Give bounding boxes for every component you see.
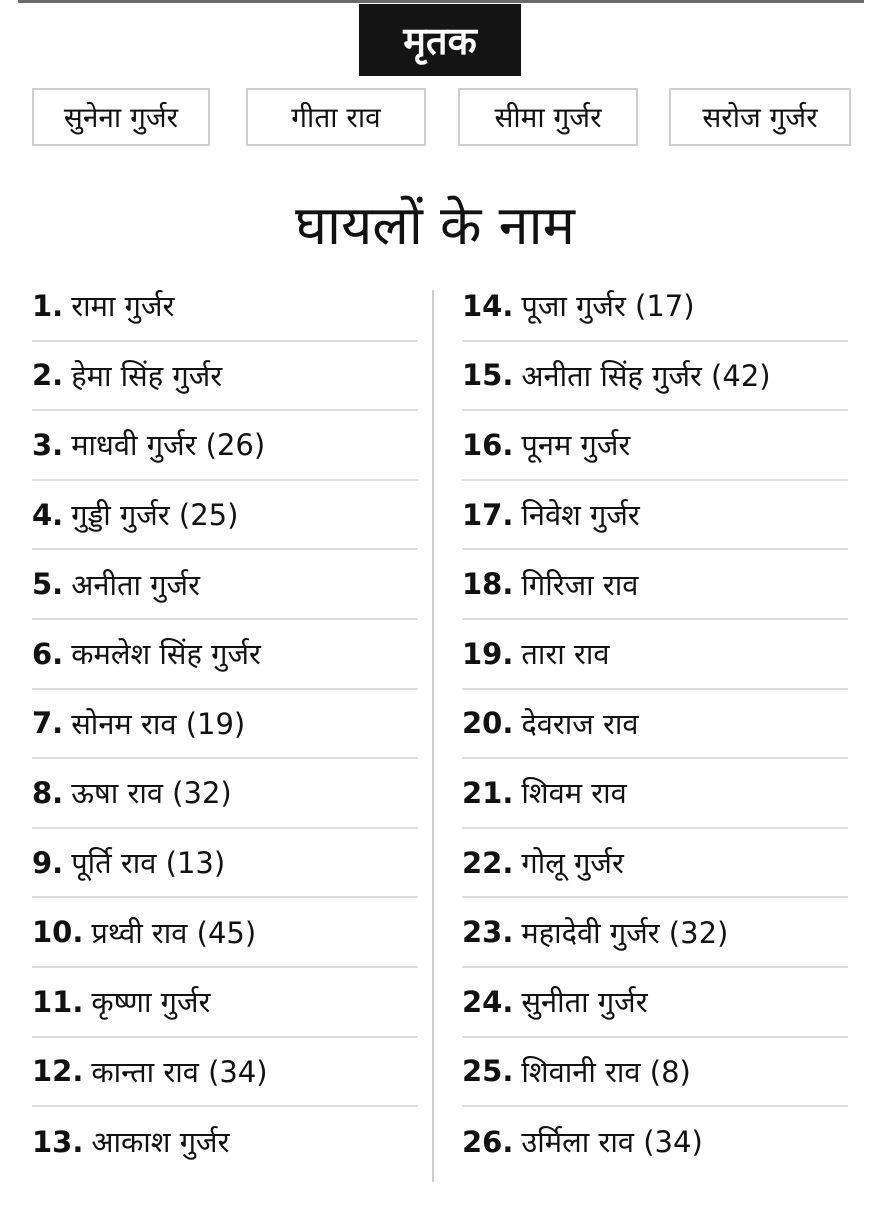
injured-item bbox=[462, 550, 848, 620]
item-number: 7. bbox=[32, 706, 64, 741]
injured-item bbox=[462, 1107, 848, 1177]
injured-item bbox=[462, 829, 848, 899]
item-number: 4. bbox=[32, 497, 64, 532]
item-number: 2. bbox=[32, 358, 64, 393]
item-number: 11. bbox=[32, 984, 84, 1019]
injured-item bbox=[32, 898, 418, 968]
item-number: 18. bbox=[462, 567, 514, 602]
item-name: माधवी गुर्जर (26) bbox=[71, 428, 266, 463]
item-name: शिवम राव bbox=[521, 776, 627, 811]
item-name: तारा राव bbox=[521, 637, 610, 672]
injured-item bbox=[462, 690, 848, 760]
item-name: गुड्डी गुर्जर (25) bbox=[71, 498, 239, 533]
injured-item bbox=[32, 829, 418, 899]
injured-item bbox=[462, 1038, 848, 1108]
item-number: 25. bbox=[462, 1054, 514, 1089]
item-name: पूजा गुर्जर (17) bbox=[521, 289, 695, 324]
item-name: देवराज राव bbox=[521, 706, 639, 741]
injured-item bbox=[32, 481, 418, 551]
injured-item bbox=[32, 1038, 418, 1108]
item-name: ऊषा राव (32) bbox=[71, 776, 232, 811]
injured-item bbox=[32, 342, 418, 412]
injured-item bbox=[32, 620, 418, 690]
item-name: गिरिजा राव bbox=[521, 567, 639, 602]
item-name: कमलेश सिंह गुर्जर bbox=[71, 637, 261, 672]
item-number: 3. bbox=[32, 427, 64, 462]
item-number: 16. bbox=[462, 427, 514, 462]
item-name: महादेवी गुर्जर (32) bbox=[521, 915, 729, 950]
injured-item bbox=[32, 272, 418, 342]
dead-name-2: गीता राव bbox=[246, 88, 426, 146]
item-number: 19. bbox=[462, 636, 514, 671]
item-name: कृष्णा गुर्जर bbox=[91, 985, 211, 1020]
dead-name-3: सीमा गुर्जर bbox=[458, 88, 638, 146]
injured-item bbox=[32, 690, 418, 760]
item-name: रामा गुर्जर bbox=[71, 289, 175, 324]
injured-item bbox=[32, 411, 418, 481]
item-name: अनीता गुर्जर bbox=[71, 567, 200, 602]
dead-name-4: सरोज गुर्जर bbox=[669, 88, 851, 146]
injured-list-right bbox=[462, 272, 848, 1177]
item-number: 24. bbox=[462, 984, 514, 1019]
item-number: 22. bbox=[462, 845, 514, 880]
injured-item bbox=[462, 898, 848, 968]
injured-heading: घायलों के नाम bbox=[295, 194, 575, 257]
injured-item bbox=[462, 342, 848, 412]
item-number: 10. bbox=[32, 915, 84, 950]
item-name: कान्ता राव (34) bbox=[91, 1054, 268, 1089]
item-name: पूर्ति राव (13) bbox=[71, 846, 226, 881]
item-name: पूनम गुर्जर bbox=[521, 428, 631, 463]
item-number: 1. bbox=[32, 288, 64, 323]
dead-name-1: सुनेना गुर्जर bbox=[32, 88, 210, 146]
item-name: निवेश गुर्जर bbox=[521, 498, 640, 533]
item-name: प्रथ्वी राव (45) bbox=[91, 915, 257, 950]
item-number: 15. bbox=[462, 358, 514, 393]
item-number: 21. bbox=[462, 775, 514, 810]
dead-heading: मृतक bbox=[359, 4, 521, 76]
item-number: 12. bbox=[32, 1054, 84, 1089]
item-number: 20. bbox=[462, 706, 514, 741]
injured-item bbox=[462, 759, 848, 829]
top-strip bbox=[18, 0, 864, 3]
item-number: 13. bbox=[32, 1124, 84, 1159]
injured-item bbox=[32, 550, 418, 620]
item-name: गोलू गुर्जर bbox=[521, 846, 624, 881]
injured-item bbox=[462, 411, 848, 481]
item-name: शिवानी राव (8) bbox=[521, 1054, 691, 1089]
item-name: अनीता सिंह गुर्जर (42) bbox=[521, 358, 771, 393]
injured-item bbox=[32, 759, 418, 829]
injured-item bbox=[462, 272, 848, 342]
injured-item bbox=[32, 968, 418, 1038]
item-number: 14. bbox=[462, 288, 514, 323]
injured-item bbox=[462, 968, 848, 1038]
column-divider bbox=[432, 290, 434, 1182]
item-name: आकाश गुर्जर bbox=[91, 1125, 230, 1160]
item-name: हेमा सिंह गुर्जर bbox=[71, 358, 223, 393]
injured-item bbox=[462, 481, 848, 551]
item-name: सोनम राव (19) bbox=[71, 706, 246, 741]
injured-item bbox=[32, 1107, 418, 1177]
injured-list-left bbox=[32, 272, 418, 1177]
item-number: 17. bbox=[462, 497, 514, 532]
item-number: 6. bbox=[32, 636, 64, 671]
dead-names-row bbox=[0, 88, 870, 148]
item-name: सुनीता गुर्जर bbox=[521, 985, 648, 1020]
item-number: 26. bbox=[462, 1124, 514, 1159]
item-number: 8. bbox=[32, 775, 64, 810]
item-number: 5. bbox=[32, 567, 64, 602]
item-number: 9. bbox=[32, 845, 64, 880]
injured-item bbox=[462, 620, 848, 690]
item-number: 23. bbox=[462, 915, 514, 950]
item-name: उर्मिला राव (34) bbox=[521, 1125, 703, 1160]
